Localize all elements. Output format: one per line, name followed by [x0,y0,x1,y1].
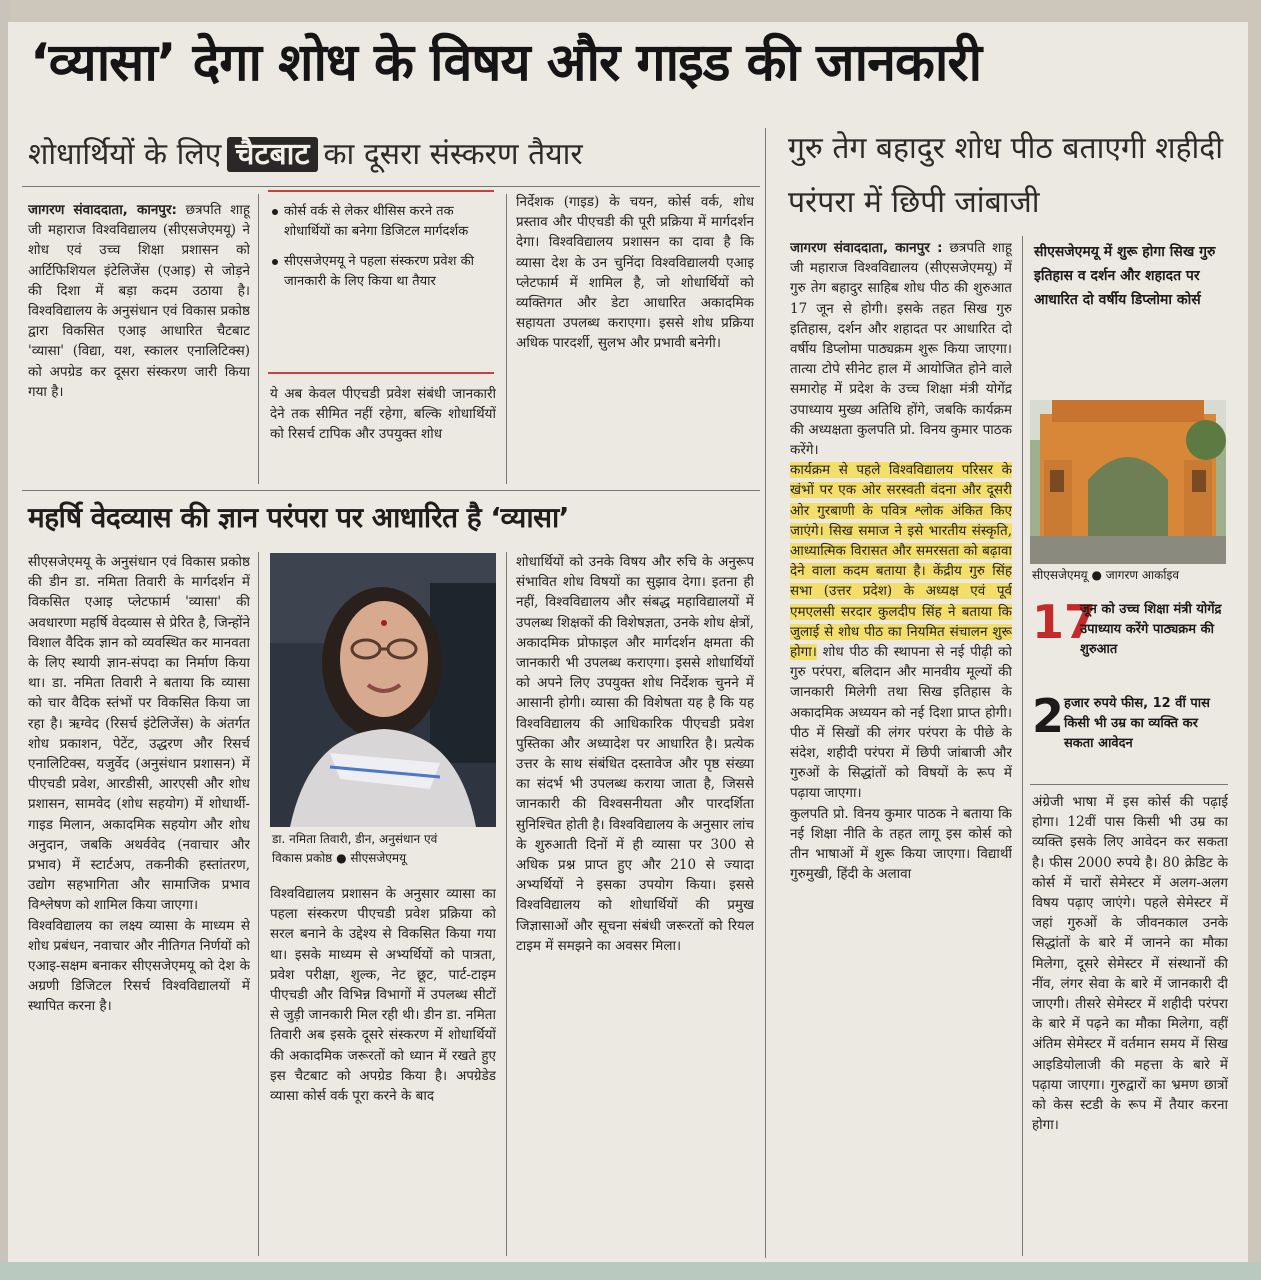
main-headline: ‘व्यासा’ देगा शोध के विषय और गाइड की जानकारी [30,33,982,93]
bullet-icon [272,209,278,215]
column-1-bottom [28,552,250,1258]
paragraph: निर्देशक (गाइड) के चयन, कोर्स वर्क, शोध प्रस्ताव और पीएचडी की पूरी प्रक्रिया में मार्गदर्शन देगा। विश्वविद्यालय प्रशासन का दावा है कि व्यासा देश के उन चुनिंदा विश्वविद्यालयी एआइ प्लेटफार्म में शामिल है, जो शोधार्थियों को व्यक्तिगत और डेटा आधारित अकादमिक सहायता उपलब्ध कराएगा। इससे शोध प्रक्रिया अधिक पारदर्शी, सुलभ और प्रभावी बनेगी। [516,194,754,352]
paragraph: छत्रपति शाहू जी महाराज विश्वविद्यालय (सीएसजेएमयू) में गुरु तेग बहादुर साहिब शोध पीठ की शुरुआत 17 जून से होगी। इसके तहत सिख गुरु इतिहास, दर्शन और शहादत पर आधारित दो वर्षीय डिप्लोमा पाठ्यक्रम शुरू किया जाएगा। तात्या टोपे सीनेट हाल में आयोजित होने वाले समारोह में प्रदेश के उच्च शिक्षा मंत्री योगेंद्र उपाध्याय मुख्य अतिथि होंगे, जबकि कार्यक्रम की अध्यक्षता कुलपति प्रो. विनय कुमार पाठक करेंगे। [790,240,1012,459]
column-divider [258,552,259,1256]
intro-text: छत्रपति शाहू जी महाराज विश्वविद्यालय (सीएसजेएमयू) ने शोध एवं उच्च शिक्षा प्रशासन को आर्टिफिशियल इंटेलिजेंस (एआइ) से जोड़ने की दिशा में बड़ा कदम उठाया है। विश्वविद्यालय के अनुसंधान एवं विकास प्रकोष्ठ द्वारा विकसित एआइ आधारित चैटबाट 'व्यासा' (विद्या, यश, स्कालर एनालिटिक्स) को अपग्रेड कर दूसरा संस्करण जारी किया गया है। [28,202,250,400]
fact-number: 2 [1032,689,1065,743]
gate-photo [1030,400,1226,564]
subheadline-after: का दूसरा संस्करण तैयार [323,137,583,172]
paragraph: शोध पीठ की स्थापना से नई पीढ़ी को गुरु परंपरा, बलिदान और मानवीय मूल्यों की जानकारी मिलेगी तथा सिख इतिहास के अकादमिक अध्ययन को नई दिशा प्राप्त होगी। पीठ में सिखों की लंगर परंपरा के पीछे के संदेश, शहीदी परंपरा में छिपी जांबाजी और गुरुओं के सिद्धांतों को विषयों के रूप में पढ़ाया जाएगा। [790,644,1012,802]
byline: जागरण संवाददाता, कानपुर : [790,240,943,256]
section-divider [22,186,760,187]
paragraph: कुलपति प्रो. विनय कुमार पाठक ने बताया कि नई शिक्षा नीति के तहत लागू इस कोर्स को तीन भाषाओं में शुरू किया जाएगा। विद्यार्थी गुरुमुखी, हिंदी के अलावा [790,805,1012,883]
bullet-box-rule [268,372,494,374]
column-2-top [270,384,496,484]
subheadline-chatbot [28,132,583,178]
fact-fee [1032,689,1232,772]
highlight-text: कोर्स वर्क से लेकर थीसिस करने तक शोधार्थियों का बनेगा डिजिटल मार्गदर्शक [284,204,469,239]
portrait-photo [270,553,496,827]
highlight-text: सीएसजेएमयू ने पहला संस्करण प्रवेश की जानकारी के लिए किया था तैयार [284,254,474,289]
paper-edge-bottom [0,1262,1261,1280]
caption-line: डा. नमिता तिवारी, डीन, अनुसंधान एवं [272,832,438,846]
highlight-item [272,202,496,242]
paragraph: विश्वविद्यालय का लक्ष्य व्यासा के माध्यम से शोध प्रबंधन, नवाचार और नीतिगत निर्णयों को एआइ-सक्षम बनाकर सीएसजेएमयू को देश के अग्रणी डिजिटल रिसर्च विश्वविद्यालयों में स्थापित करना है। [28,917,250,1015]
subheadline-shodh-peeth: गुरु तेग बहादुर शोध पीठ बताएगी शहीदी परंपरा में छिपी जांबाजी [788,131,1223,220]
section-divider [22,490,760,491]
column-3-top [516,192,754,486]
fact-text: हजार रुपये फीस, 12 वीं पास किसी भी उम्र का व्यक्ति कर सकता आवेदन [1064,696,1210,751]
column-divider [506,194,507,484]
chatbot-chip: चैटबाट [227,137,317,172]
section-headline-vedvyas: महर्षि वेदव्यास की ज्ञान परंपरा पर आधारित है ‘व्यासा’ [28,501,569,534]
fact-number: 17 [1032,595,1097,649]
column-intro [28,200,250,486]
bullet-icon [272,259,278,265]
bullet-box-rule [268,190,494,192]
section-divider [1030,784,1228,785]
column-divider [765,128,766,1258]
fact-text: जून को उच्च शिक्षा मंत्री योगेंद्र उपाध्याय करेंगे पाठ्यक्रम की शुरुआत [1080,602,1222,657]
paragraph: सीएसजेएमयू के अनुसंधान एवं विकास प्रकोष्ठ की डीन डा. नमिता तिवारी के मार्गदर्शन में विकसित एआइ प्लेटफार्म 'व्यासा' की अवधारणा महर्षि वेदव्यास से प्रेरित है, जिन्होंने विशाल वैदिक ज्ञान को व्यवस्थित कर मानवता के लिए स्थायी ज्ञान-संपदा का निर्माण किया था। डा. नमिता तिवारी ने बताया कि व्यासा को चार वैदिक स्तंभों पर विकसित किया जा रहा है। ऋग्वेद (रिसर्च इंटेलिजेंस) के अंतर्गत शोध प्रकाशन, पेटेंट, उद्धरण और रिसर्च एनालिटिक्स, यजुर्वेद (अनुसंधान प्रशासन) में पीएचडी प्रवेश, आरडीसी, आरएसी और शोध प्रशासन, सामवेद (शोध सहयोग) में शोधार्थी-गाइड मिलान, अकादमिक सहयोग और शोध अनुदान, जबकि अथर्ववेद (नवाचार और प्रभाव) में स्टार्टअप, तकनीकी हस्तांतरण, उद्योग सहभागिता और सामाजिक प्रभाव विश्लेषण को शामिल किया जाएगा। [28,554,250,914]
subheadline-before: शोधार्थियों के लिए [28,137,222,172]
column-shodh-peeth [790,238,1012,1258]
paragraph: शोधार्थियों को उनके विषय और रुचि के अनुरूप संभावित शोध विषयों का सुझाव देगा। इतना ही नहीं, विश्वविद्यालय और संबद्ध महाविद्यालयों में उपलब्ध शिक्षकों की विशेषज्ञता, उनके शोध क्षेत्रों, अकादमिक प्रोफाइल और मार्गदर्शन क्षमता की जानकारी भी उपलब्ध कराएगा। इससे शोधार्थियों को अपने लिए उपयुक्त शोध निर्देशक चुनने में आसानी होगी। व्यासा की विशेषता यह है कि यह विश्वविद्यालय की आधिकारिक पीएचडी प्रवेश पुस्तिका और अध्यादेश पर आधारित है। प्रत्येक उत्तर के साथ संबंधित दस्तावेज और पृष्ठ संख्या का संदर्भ भी उपलब्ध कराया जाता है, जिससे जानकारी की विश्वसनीयता और पारदर्शिता सुनिश्चित होती है। विश्वविद्यालय के अनुसार लांच के शुरुआती दिनों में ही व्यासा पर 300 से अधिक प्रश्न प्राप्त हुए और 210 से ज्यादा अभ्यर्थियों ने इसका उपयोग किया। इससे विश्वविद्यालय को शोधार्थियों की प्रमुख जिज्ञासाओं और सूचना संबंधी जरूरतों को रियल टाइम में समझने का अवसर मिला। [516,554,754,954]
column-course-details [1032,792,1228,1258]
highlight-item [272,252,496,292]
caption-line: विकास प्रकोष्ठ [272,851,333,865]
highlighted-passage: कार्यक्रम से पहले विश्वविद्यालय परिसर के खंभों पर एक ओर सरस्वती वंदना और दूसरी ओर गुरबाणी के पवित्र श्लोक अंकित किए जाएंगे। सिख समाज ने इसे भारतीय संस्कृति, आध्यात्मिक विरासत और समरसता को बढ़ावा देने वाला कदम बताया है। केंद्रीय गुरु सिंह सभा (उत्तर प्रदेश) के अध्यक्ष एवं पूर्व एमएलसी सरदार कुलदीप सिंह ने बताया कि जुलाई से शोध पीठ का नियमित संचालन शुरू होगा। [790,462,1012,661]
column-2-bottom [270,884,496,1258]
byline: जागरण संवाददाता, कानपुर: [28,202,177,218]
column-divider [506,552,507,1256]
column-3-bottom [516,552,754,1258]
photo-caption [272,830,498,868]
paragraph: ये अब केवल पीएचडी प्रवेश संबंधी जानकारी देने तक सीमित नहीं रहेगा, बल्कि शोधार्थियों को रिसर्च टापिक और उपयुक्त शोध [270,386,496,443]
course-summary-box: सीएसजेएमयू में शुरू होगा सिख गुरु इतिहास व दर्शन और शहादत पर आधारित दो वर्षीय डिप्लोमा कोर्स [1034,244,1216,308]
gate-photo-caption: सीएसजेएमयू ● जागरण आर्काइव [1032,568,1180,582]
fact-17-june [1032,595,1232,678]
paragraph: विश्वविद्यालय प्रशासन के अनुसार व्यासा का पहला संस्करण पीएचडी प्रवेश प्रक्रिया को सरल बनाने के उद्देश्य से विकसित किया गया था। इसके माध्यम से अभ्यर्थियों को पात्रता, प्रवेश परीक्षा, शुल्क, नेट छूट, पार्ट-टाइम पीएचडी और विभिन्न विभागों में उपलब्ध सीटों से जुड़ी जानकारी मिल रही थी। डीन डा. नमिता तिवारी अब इसके दूसरे संस्करण में शोधार्थियों की अकादमिक जरूरतों को ध्यान में रखते हुए इस चैटबाट को अपग्रेड किया है। अपग्रेडेड व्यासा कोर्स वर्क पूरा करने के बाद [270,886,496,1105]
photo-credit: ● सीएसजेएमयू [336,851,407,865]
column-divider [1022,236,1023,1256]
highlights-box [272,202,496,302]
column-divider [258,194,259,484]
paragraph: अंग्रेजी भाषा में इस कोर्स की पढ़ाई होगा। 12वीं पास किसी भी उम्र का व्यक्ति इसके लिए आवेदन कर सकता है। फीस 2000 रुपये है। 80 क्रेडिट के कोर्स में चारों सेमेस्टर में अलग-अलग विषय पढ़ाए जाएंगे। पहले सेमेस्टर में जहां गुरुओं के जीवनकाल उनके सिद्धांतों के बारे में जानने का मौका मिलेगा, दूसरे सेमेस्टर में संस्थानों की नींव, लंगर सेवा के बारे में जानकारी दी जाएगी। तीसरे सेमेस्टर में शहीदी परंपरा के बारे में पढ़ने का मौका मिलेगा, वहीं अंतिम सेमेस्टर में वर्तमान समय में सिख आइडियोलाजी की महत्ता के बारे में पढ़ाया जाएगा। गुरुद्वारों का भ्रमण छात्रों को केस स्टडी के रूप में तैयार करना होगा। [1032,794,1228,1134]
